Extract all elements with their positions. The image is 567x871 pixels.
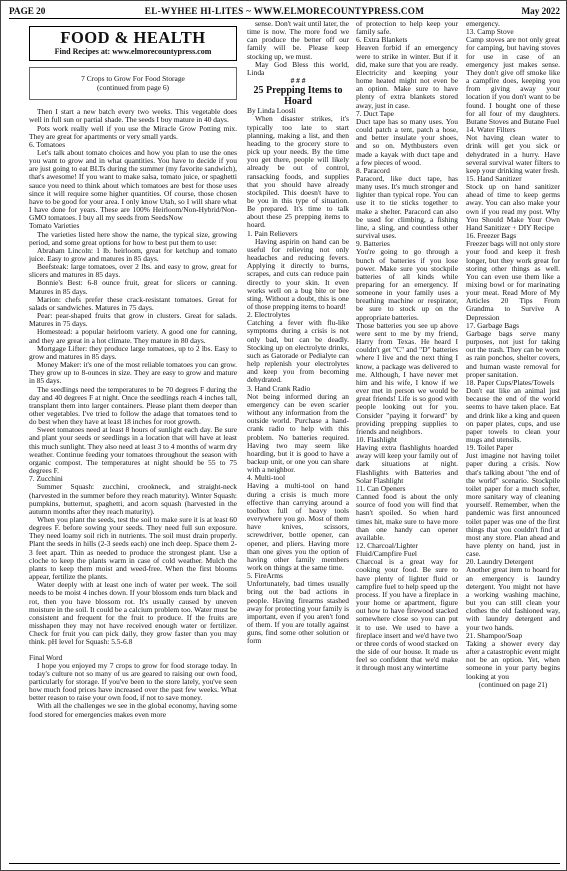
paragraph: Not having clean water to drink will get you sick or dehydrated in a hurry. Have several survival water filters to keep your drinking water fresh. bbox=[466, 133, 560, 175]
paragraph: Sweet tomatoes need at least 8 hours of sunlight each day. Be sure and plant your seeds or seedlings in a location that will have at least this much sunlight. They also need at least 3 to 4 months of warm dry weather. Continue feeding your tomatoes throughout the season with organic compost. The temperatures at night should be 55 to 75 degrees F. bbox=[29, 425, 237, 476]
subheading: 7. Zucchini bbox=[29, 474, 63, 484]
paragraph: Don't eat like an animal just because the end of the world seems to have taken place. Eat and drink like a king and queen on paper plates, cups, and use paper towels to clean your mugs and utensils. bbox=[466, 386, 560, 444]
paragraph: Not being informed during an emergency can be even scarier without any information from the outside world. Purchase a hand-crank radio to help with this problem. No batteries required. Having two may seem like hoarding, but it is good to have a backup unit, or one you can share with a neighbor. bbox=[247, 391, 349, 475]
subheading: 5. FireArms bbox=[247, 571, 283, 581]
paragraph: With all the challenges we see in the global economy, having some food stored for emergencies makes even more bbox=[29, 701, 237, 719]
paragraph: Catching a fever with flu-like symptoms during a crisis is not only bad, but can be deadly. Stocking up on electrolyte drinks, such as Gatorade or Pedialyte can help replenish your electrolytes and keep you from becoming dehydrated. bbox=[247, 318, 349, 385]
page-number: PAGE 20 bbox=[9, 6, 46, 16]
subheading: 20. Laundry Detergent bbox=[466, 557, 534, 567]
header-rule bbox=[9, 18, 560, 19]
paragraph: The varieties listed here show the name, the typical size, growing period, and some great options for how to best put them to use: bbox=[29, 229, 237, 247]
masthead-title: EL-WYHEE HI-LITES ~ WWW.ELMORECOUNTYPRESS.COM bbox=[144, 6, 425, 16]
continued-article-header bbox=[29, 67, 237, 100]
subheading: 21. Shampoo/Soap bbox=[466, 630, 523, 640]
subheading: 6. Tomatoes bbox=[29, 139, 66, 149]
subheading: Tomato Varieties bbox=[29, 221, 80, 231]
continued-article-title: 7 Crops to Grow For Food Storage bbox=[81, 74, 185, 83]
sign-off: May God Bless this world, Linda bbox=[247, 59, 349, 77]
column-1 bbox=[29, 20, 237, 860]
subheading: 3. Hand Crank Radio bbox=[247, 383, 311, 393]
list-item: Mortgage Lifter: they produce large tomatoes, up to 2 lbs. Easy to grow and matures in 85 days. bbox=[29, 343, 237, 361]
section-banner bbox=[29, 26, 237, 61]
subheading: 10. Flashlight bbox=[356, 434, 397, 444]
footer-rule bbox=[9, 863, 560, 864]
paragraph: Then I start a new batch every two weeks. This vegetable does well in full sun or partial shade. The seeds I buy mature in 40 days. bbox=[29, 107, 237, 125]
subheading: 1. Pain Relievers bbox=[247, 228, 298, 238]
byline: By Linda Loosli bbox=[247, 106, 296, 116]
paragraph: Canned food is about the only source of food you will find that hasn't spoiled. So when hard times hit, make sure to have more than one handy can opener available. bbox=[356, 492, 458, 542]
paragraph: Heaven forbid if an emergency were to strike in winter. But if it did, make sure that you are ready. Electricity and keeping your home heated might not even be an option. Make sure to have plenty of extra blankets stored away, just in case. bbox=[356, 43, 458, 110]
subheading: 16. Freezer Bags bbox=[466, 231, 517, 241]
paragraph: Unfortunately, bad times usually bring out the bad actions in people. Having firearms stashed away for protecting your family is important, even if you aren't fond of them. If you are totally against guns, find some other solution or form bbox=[247, 579, 349, 646]
section-title: FOOD & HEALTH bbox=[60, 28, 206, 47]
list-item: Beefsteak: large tomatoes, over 2 lbs. and easy to grow, great for slicers and matures in 85 days. bbox=[29, 262, 237, 280]
column-2 bbox=[247, 20, 349, 860]
paragraph: Another great item to hoard for an emergency is laundry detergent. You might not have a working washing machine, but you can still clean your clothes the old fashioned way, with laundry detergent and your two hands. bbox=[466, 565, 560, 632]
paragraph: Summer Squash: zucchini, crookneck, and straight-neck (harvested in the summer before they reach maturity). Winter Squash: pumpkins, butternut, spaghetti, and acorn squash (harvested in the autumn months after they reach maturity). bbox=[29, 482, 237, 516]
paragraph: The seedlings need the temperatures to be 70 degrees F during the day and 40 degrees F at night. Once the seedlings reach 4 inches tall, transplant them into larger containers. Please plant them deeper than other vegetables. I've tried to follow the adage that tomatoes tend to do best when they have at least 18 inches for root growth. bbox=[29, 384, 237, 427]
paragraph: Duct tape has so many uses. You could patch a tent, patch a hose, and better insulate your shoes, and so on. Mythbusters even made a kayak with duct tape and a few pieces of wood. bbox=[356, 116, 458, 167]
subheading: 8. Paracord bbox=[356, 165, 390, 175]
paragraph: Freezer bags will not only store your food and keep it fresh longer, but they work great for storing other things as well. You can even use them like a mixing bowl or for marinating your meat. Read More of My Articles 20 Tips From Grandma to Survive A Depression bbox=[466, 239, 560, 322]
continued-on-note: (continued on page 21) bbox=[478, 679, 548, 689]
subheading: Final Word bbox=[29, 652, 63, 662]
subheading: 14. Water Filters bbox=[466, 125, 516, 135]
continued-from-note: (continued from page 6) bbox=[96, 82, 170, 92]
paragraph: Camp stoves are not only great for camping, but having stoves for use in case of an emergency just makes sense. They don't give off smoke like a campfire does, keeping you from giving away your location if you don't want to be found. I bought one of these for all four of my daughters. Butane Stoves and Butane Fuel bbox=[466, 35, 560, 126]
subheading: 4. Multi-tool bbox=[247, 473, 286, 483]
subheading: 6. Extra Blankets bbox=[356, 35, 408, 45]
subheading: 11. Can Openers bbox=[356, 483, 406, 493]
paragraph: Garbage bags serve many purposes, not just for taking out the trash. They can be worn as rain ponchos, shelter covers, and human waste removal for proper sanitation. bbox=[466, 328, 560, 379]
subheading: 7. Duct Tape bbox=[356, 108, 394, 118]
paragraph: You're going to go through a bunch of batteries if you lose power. Make sure you stockpile batteries of all kinds while preparing for an emergency. If someone in your family uses a breathing machine or respirator, be sure to stock up on the appropriate batteries. bbox=[356, 247, 458, 322]
subheading: 18. Paper Cups/Plates/Towels bbox=[466, 377, 555, 387]
list-item: Marion: chefs prefer these crack-resistant tomatoes. Great for salads or sandwiches. Matures in 75 days. bbox=[29, 294, 237, 312]
subheading: 15. Hand Sanitizer bbox=[466, 173, 522, 183]
paragraph: Paracord, like duct tape, has many uses. It's much stronger and lighter than typical rope. You can use it to tie sticks together to make a shelter. Paracord can also be used for climbing, a fishing line, a sling, and countless other survival uses. bbox=[356, 173, 458, 241]
paragraph: Having extra flashlights hoarded away will keep your family out of dark situations at night. Flashlights with Batteries and Solar Flashlight bbox=[356, 443, 458, 485]
issue-date: May 2022 bbox=[521, 6, 560, 16]
paragraph: Charcoal is a great way for cooking your food. Be sure to have plenty of lighter fluid or campfire fuel to help speed up the process. If you have a fireplace in your home or apartment, figure out how to have firewood stacked somewhere close so you can put it to use. We used to have a fireplace insert and we'd have two or three cords of wood stacked on the side of our house. It made us feel so confident that we'd make it through most any wintertime bbox=[356, 557, 458, 673]
paragraph: Stock up on hand sanitizer ahead of time to keep germs away. You can also make your own if you read my post. Why You Should Make Your Own Hand Sanitizer + DIY Recipe bbox=[466, 182, 560, 232]
list-item: Abraham Lincoln: 1 lb. heirloom, great for ketchup and tomato juice. Easy to grow and matures in 85 days. bbox=[29, 245, 237, 263]
list-item: Homestead: a popular heirloom variety. A good one for canning, and they are great in a hot climate. They mature in 80 days. bbox=[29, 327, 237, 345]
paragraph: sense. Don't wait until later, the time is now. The more food we can produce the better off our family will be. Please keep stocking up, we must. bbox=[247, 20, 349, 61]
subheading: 19. Toilet Paper bbox=[466, 443, 514, 453]
list-item: Money Maker: it's one of the most reliable tomatoes you can grow. They grow up to 8-ounces in size. They are easy to grow and mature in 85 days. bbox=[29, 360, 237, 386]
subheading: 17. Garbage Bags bbox=[466, 320, 520, 330]
column-4 bbox=[466, 20, 560, 860]
paragraph: Let's talk about tomato choices and how you plan to use the ones you want to grow and in what quantities. You have to decide if you are just going to eat BLTs during the summer (my favorite sandwich), that's awesome! If you want to make salsa, tomato juice, or spaghetti sauce you need to think about which tomatoes are best for those uses since it will require some higher quantities. Of course, those chosen have to be good for your area. I only know Utah, so I will share what I have done for years. These are 100% Heirloom/Non-Hybrid/Non-GMO tomatoes. I buy all my seeds from SeedsNow bbox=[29, 147, 237, 223]
paragraph: When you plant the seeds, test the soil to make sure it is at least 60 degrees F. before sowing your seeds. They need full sun exposure. They need loamy soil rich in nutrients. The soil must drain properly. Plant the seeds in hills (2-3 seeds each) one inch deep. Space them 2-3 feet apart. Thin as needed to produce the strongest plant. Use a cloche to keep the plants warm in case of cold weather. Mulch the plants to keep them moist and weed-free. When the first blooms appear, fertilize the plants. bbox=[29, 515, 237, 582]
list-item: Bonnie's Best: 6-8 ounce fruit, great for slicers or canning. Matures in 85 days. bbox=[29, 278, 237, 296]
paragraph: When disaster strikes, it's typically too late to start planning, making a list, and then heading to the grocery store to pick up your needs. By the time you get there, people will likely already be out of control, ransacking foods, and supplies that you should have already stockpiled. This doesn't have to be you in this type of situation. Be prepared. It's time to talk about these 25 prepping items to hoard. bbox=[247, 114, 349, 230]
subheading: 13. Camp Stove bbox=[466, 27, 514, 37]
paragraph: Just imagine not having toilet paper during a crisis. Now that's talking about "the end of the world" scenario. Stockpile toilet paper for a much softer, more sanitary way of cleaning yourself. Remember, when the pandemic was first announced toilet paper was one of the first things that you couldn't find at most any store. Plan ahead and have plenty on hand, just in case. bbox=[466, 451, 560, 559]
paragraph: Those batteries you see up above were sent to me by my friend, Harry from Texas. He heard I couldn't get "C" and "D" batteries where I live and the next thing I know, a package was delivered to me. Although, I have never met him and his wife, I know if we ever met in person we would be great friends! Life is so good with people looking out for you. Consider "paying it forward" by providing prepping supplies to friends and neighbors. bbox=[356, 320, 458, 436]
paragraph: Water deeply with at least one inch of water per week. The soil needs to be moist 4 inches down. If your blossom ends turn black and rot, then you have blossom rot. It's usually caused by uneven moisture in the soil. It could be a calcium problem too. Water must be consistent and frequent for the fruit to produce. If the fruits are misshapen they may not have received enough water or fertilizer. Check for fruit you can pick daily, they grow faster than you may think. pH level for Squash: 5.5-6.8 bbox=[29, 580, 237, 647]
paragraph: Pots work really well if you use the Miracle Grow Potting mix. They are great for apartments or very small yards. bbox=[29, 123, 237, 141]
subheading: 9. Batteries bbox=[356, 239, 390, 249]
column-3 bbox=[356, 20, 458, 860]
section-subtitle: Find Recipes at: www.elmorecountypress.com bbox=[54, 47, 212, 56]
paragraph: Taking a shower every day after a catastrophic event might not be an option. Yet, when someone in your party begins looking at you bbox=[466, 638, 560, 681]
list-item: Pear: pear-shaped fruits that grow in clusters. Great for salads. Matures in 75 days. bbox=[29, 311, 237, 329]
paragraph: of protection to help keep your family safe. bbox=[356, 20, 458, 37]
paragraph: I hope you enjoyed my 7 crops to grow for food storage today. In today's culture not so many of us are geared to raising our own food, particularly for storage. If you've been to the store lately, you've seen how much food prices have increased over the past few weeks. What better reason to raise your own food, if not to save money. bbox=[29, 660, 237, 703]
paragraph: Having a multi-tool on hand during a crisis is much more effective than carrying around a toolbox full of heavy tools everywhere you go. Most of them have knives, scissors, screwdriver, bottle opener, can opener, and pliers. Having more than one gives you the option of having other family members work on things at the same time. bbox=[247, 481, 349, 572]
subheading: 2. Electrolytes bbox=[247, 310, 290, 320]
paragraph: emergency. bbox=[466, 20, 500, 28]
end-mark: # # # bbox=[290, 76, 306, 86]
article-title: 25 Prepping Items to Hoard bbox=[253, 85, 343, 108]
paragraph: Having aspirin on hand can be useful for relieving not only headaches and reducing fevers. Applying it directly to burns, scrapes, and cuts can reduce pain directly to your skin. It even works well on a bug bite or bee sting. Without a doubt, this is one of those prepping items to hoard! bbox=[247, 236, 349, 311]
subheading: 12. Charcoal/Lighter Fluid/Campfire Fuel bbox=[356, 541, 418, 559]
